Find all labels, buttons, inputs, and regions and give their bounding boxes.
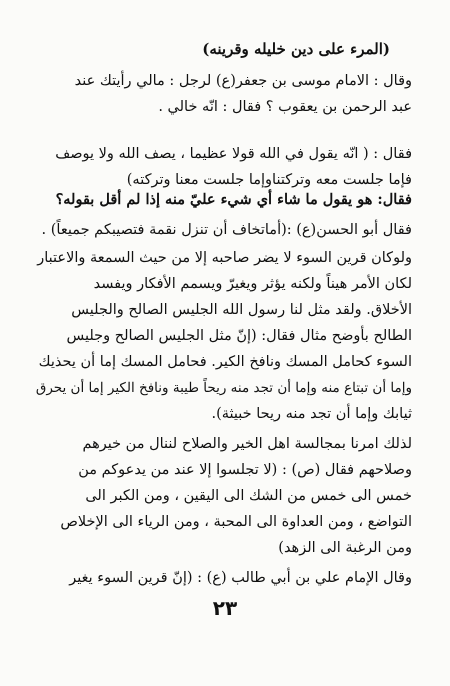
text-line: الأخلاق. ولقد مثل لنا رسول الله الجليس الصالح والجليس xyxy=(71,302,412,318)
page-number: ٢٣ xyxy=(212,596,238,620)
text-line: وإما أن تبتاع منه وإما أن تجد منه ريحاً طيبة ونافخ الكير إما أن يحرق xyxy=(35,380,412,396)
text-line: لذلك امرنا بمجالسة اهل الخير والصلاح لننال من خيرهم xyxy=(82,436,412,452)
text-line: وقال الإمام علي بن أبي طالب (ع) : (إنّ قرين السوء يغير xyxy=(69,570,412,586)
body-paragraph-6 xyxy=(32,431,412,561)
text-line: ثيابك وإما أن تجد منه ريحا خبيثة). xyxy=(211,406,412,422)
body-paragraph-5 xyxy=(32,245,412,427)
body-paragraph-1 xyxy=(32,68,412,120)
body-paragraph-4 xyxy=(32,217,412,243)
text-line: وقال : الامام موسى بن جعفر(ع) لرجل : مالي رأيتك عند xyxy=(74,73,412,89)
text-line: الطالح بأوضح مثال فقال: (إنّ مثل الجليس الصالح وجليس xyxy=(66,328,412,344)
text-line: فقال : ( انّه يقول في الله قولا عظيما ، يصف الله ولا يوصف xyxy=(55,146,412,162)
text-line: ومن الرغبة الى الزهد) xyxy=(278,540,412,556)
text-line: ولوكان قرين السوء لا يضر صاحبه إلا من حيث السمعة والاعتبار xyxy=(37,250,412,266)
text-line: خمس الى خمس من الشك الى اليقين ، ومن الكبر الى xyxy=(85,488,412,504)
text-line: عبد الرحمن بن يعقوب ؟ فقال : انّه خالي . xyxy=(158,99,412,115)
text-line: فقال: هو يقول ما شاء أي شيء عليّ منه إذا لم أقل بقوله؟ xyxy=(55,191,412,208)
text-line: فإما جلست معه وتركتناوإما جلست معنا وتركته) xyxy=(126,172,412,188)
text-line: لكان الأمر هيناً ولكنه يؤثر ويغيرّ ويسمم الأفكار ويفسد xyxy=(93,276,412,292)
text-line: فقال أبو الحسن(ع) :(أماتخاف أن تنزل نقمة فتصيبكم جميعاً) . xyxy=(41,222,412,238)
text-line: السوء كحامل المسك ونافخ الكير. فحامل المسك إما أن يحذيك xyxy=(38,354,412,370)
body-paragraph-2 xyxy=(32,141,412,193)
body-paragraph-7 xyxy=(32,565,412,591)
page-title: (المرء على دين خليله وقرينه) xyxy=(202,40,390,58)
text-line: وصلاحهم فقال (ص) : (لا تجلسوا إلا عند من يدعوكم من xyxy=(78,462,412,478)
body-paragraph-3 xyxy=(32,187,412,213)
text-line: التواضع ، ومن العداوة الى المحبة ، ومن الرياء الى الإخلاص xyxy=(60,514,412,530)
